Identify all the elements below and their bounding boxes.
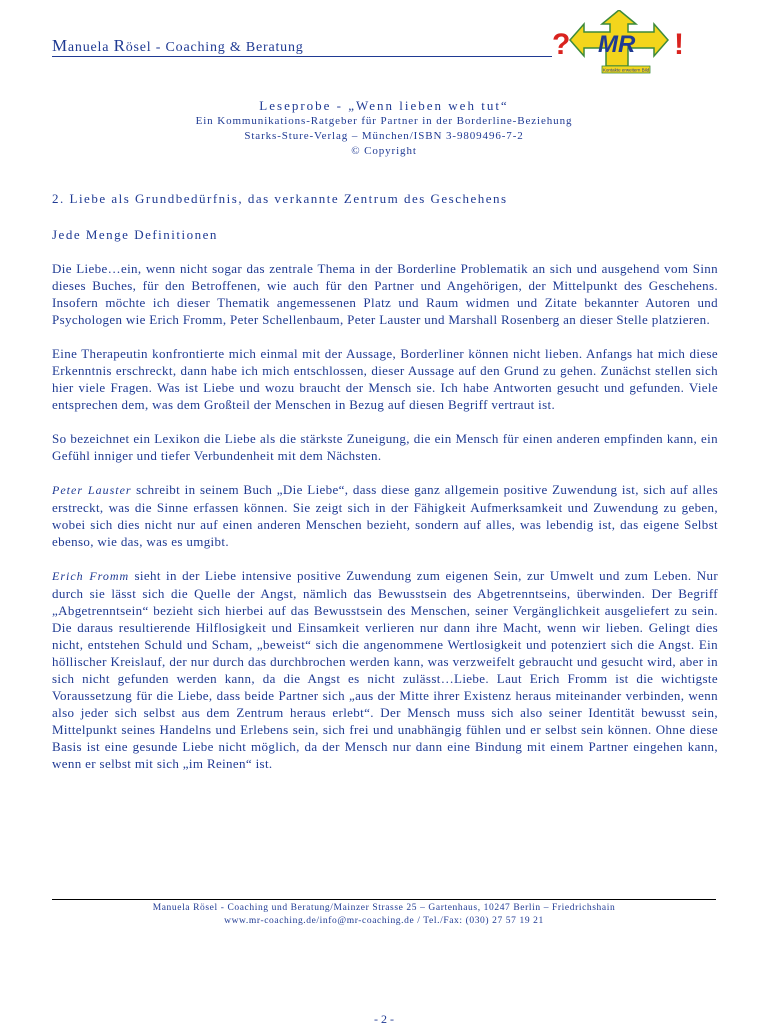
logo-banner-text: Kontakte erweitern Bild [602, 67, 650, 73]
reading-sample-title: Leseprobe - „Wenn lieben weh tut“ [259, 98, 509, 113]
page-footer [0, 902, 768, 928]
section-heading: 2. Liebe als Grundbedürfnis, das verkannte Zentrum des Geschehens [52, 191, 508, 206]
title-initial-m: M [52, 36, 68, 55]
paragraph: So bezeichnet ein Lexikon die Liebe als die stärkste Zuneigung, die ein Mensch für einen anderen empfinden kann, ein Gefühl inniger und tiefer Verbundenheit mit dem Nächsten. [52, 431, 718, 463]
author-name: Erich Fromm [52, 569, 130, 583]
mr-logo [544, 10, 694, 76]
copyright: © Copyright [351, 145, 417, 157]
paragraph-text: schreibt in seinem Buch „Die Liebe“, dass diese ganz allgemein positive Zuwendung ist, sich auf alles erstreckt, was die Sinne erfassen können. Sie zeigt sich in der Fähigkeit Aufmerksamkeit und Zuwendung zu geben, wobei sich dies nicht nur auf einen anderen Menschen bezieht, sondern auf alles, was lebendig ist, das eigene Selbst ebenso, wie das, was es umgibt. [52, 482, 719, 549]
main-content [52, 190, 718, 789]
header-rule [52, 56, 552, 57]
logo-question-mark: ? [552, 28, 571, 61]
author-name: Peter Lauster [52, 483, 132, 497]
logo-exclamation-mark: ! [674, 28, 684, 61]
sub-heading: Jede Menge Definitionen [52, 227, 218, 242]
footer-address: Manuela Rösel - Coaching und Beratung/Mainzer Strasse 25 – Gartenhaus, 10247 Berlin – Friedrichshain [152, 903, 616, 913]
paragraph: Die Liebe…ein, wenn nicht sogar das zentrale Thema in der Borderline Problematik an sich und ausgehend vom Sinn dieses Buches, für den Betroffenen, wie auch für den Partner und Angehörigen, der Mittelpunkt des Geschehens. Insofern möchte ich dieser Thematik angemessenen Platz und Raum widmen und Zitate bekannter Autoren und Psychologen wie Erich Fromm, Peter Schellenbaum, Peter Lauster und Marshall Rosenberg an dieser Stelle platzieren. [52, 261, 718, 327]
paragraph: Eine Therapeutin konfrontierte mich einmal mit der Aussage, Borderliner können nicht lieben. Anfangs hat mich diese Erkenntnis erschreckt, dann habe ich mich entschlossen, dieser Aussage auf den Grund zu gehen. Zunächst stellen sich hier viele Fragen. Was ist Liebe und wozu braucht der Mensch sie. Ich habe Antworten gesucht und gefunden. Viele entsprechen dem, was dem Großteil der Menschen in Bezug auf diesen Begriff vertraut ist. [52, 346, 718, 412]
book-subtitle: Ein Kommunikations-Ratgeber für Partner in der Borderline-Beziehung [195, 115, 573, 127]
paragraph-text: sieht in der Liebe intensive positive Zuwendung zum eigenen Sein, zur Umwelt und zum Leben. Nur durch sie lässt sich die Quelle der Angst, nämlich das Bewusstsein des Abgetrenntseins, überwinden. Der Begriff „Abgetrenntsein“ bezieht sich hierbei auf das Bewusstsein des Menschen, seiner Vergänglichkeit ausgeliefert zu sein. Die daraus resultierende Hilflosigkeit und Einsamkeit verlieren nur dann ihre Macht, wenn wir lieben. Gelingt dies nicht, entstehen Schuld und Scham, „beweist“ sich die angenommene Wertlosigkeit und potenziert sich die Angst. Ein höllischer Kreislauf, der nur durch das durchbrochen werden kann, was verzweifelt gebraucht und gesucht wird, aber in sich nicht gefunden werden kann, da die Angst es nicht zulässt…Liebe. Laut Erich Fromm ist die wichtigste Voraussetzung für die Liebe, dass beide Partner sich „aus der Mitte ihrer Existenz heraus miteinander verbinden, wenn also jeder sich selbst aus dem Zentrum heraus erlebt“. Der Mensch muss sich also seiner Identität bewusst sein, Mittelpunkt seines Handelns und Erlebens sein, sich frei und unabhängig fühlen und er selbst sein können. Ohne diese Basis ist eine gesunde Liebe nicht möglich, da der Mensch nur dann eine Bindung mit einem Partner eingehen kann, wenn er selbst mit sich „im Reinen“ ist. [52, 568, 718, 771]
header-title [52, 36, 304, 56]
footer-contact: www.mr-coaching.de/info@mr-coaching.de / Tel./Fax: (030) 27 57 19 21 [224, 916, 544, 926]
publisher-isbn: Starks-Sture-Verlag – München/ISBN 3-9809496-7-2 [244, 130, 524, 142]
paragraph [52, 481, 718, 550]
title-rest-second: ösel - Coaching & Beratung [125, 40, 304, 55]
intro-block [0, 98, 768, 159]
page-number: - 2 - [374, 1012, 394, 1026]
footer-rule [52, 899, 716, 900]
title-rest-first: anuela [67, 40, 114, 55]
paragraph [52, 567, 718, 772]
logo-mr-text: MR [598, 31, 636, 58]
title-initial-r: R [113, 36, 126, 55]
